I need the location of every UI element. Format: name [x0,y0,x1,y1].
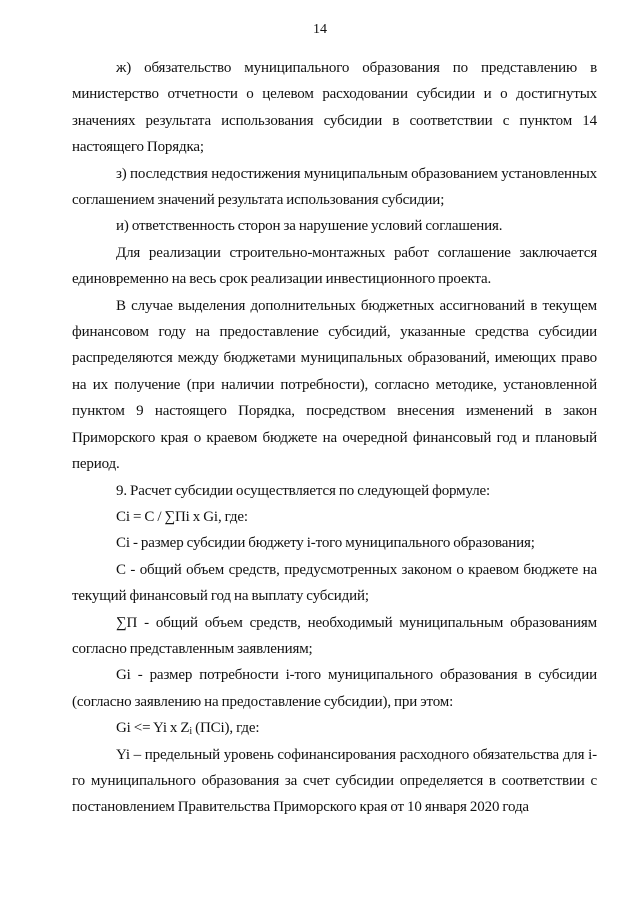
paragraph-zh: ж) обязательство муниципального образования по представлению в министерство отчетности о целевом расходовании субсидии и о достигнутых значениях результата использования субсидии в соответствии с пунктом 14 настоящего Порядка; [72,60,597,156]
page-number: 14 [313,22,327,37]
formula-gi [72,715,597,741]
paragraph-additional-allocations: В случае выделения дополнительных бюджетных ассигнований в текущем финансовом году на предоставление субсидий, указанные средства субсидии распределяются между бюджетами муниципальных образований, имеющих право на их получение (при наличии потребности), согласно методике, установленной пунктом 9 настоящего Порядка, посредством внесения изменений в закон Приморского края о краевом бюджете на очередной финансовый год и плановый период. [72,297,597,473]
document-body [72,55,597,821]
formula-gi-subscript: i [189,726,193,738]
paragraph-construction: Для реализации строительно-монтажных работ соглашение заключается единовременно на весь срок реализации инвестиционного проекта. [72,244,597,288]
paragraph-i: и) ответственность сторон за нарушение условий соглашения. [116,218,503,235]
definition-ci: Ci - размер субсидии бюджету i-того муниципального образования; [116,535,535,552]
formula-gi-main: Gi <= Yi x Z [116,720,190,737]
definition-yi: Yi – предельный уровень софинансирования расходного обязательства для i-го муниципального образования за счет субсидии определяется в соответствии с постановлением Правительства Приморского края от 10 января 2020 года [72,746,597,816]
formula-ci: Ci = C / ∑Пi x Gi, где: [116,508,248,525]
definition-c: С - общий объем средств, предусмотренных законом о краевом бюджете на текущий финансовый год на выплату субсидий; [72,561,597,605]
paragraph-section-9: 9. Расчет субсидии осуществляется по следующей формуле: [116,482,491,499]
formula-gi-tail: (ПCi), где: [192,720,260,737]
definition-sum-p: ∑П - общий объем средств, необходимый муниципальным образованиям согласно представленным заявлениям; [72,614,597,657]
paragraph-z: з) последствия недостижения муниципальным образованием установленных соглашением значений результата использования субсидии; [72,165,597,209]
definition-gi: Gi - размер потребности i-того муниципального образования в субсидии (согласно заявлению на предоставление субсидии), при этом: [72,667,597,710]
